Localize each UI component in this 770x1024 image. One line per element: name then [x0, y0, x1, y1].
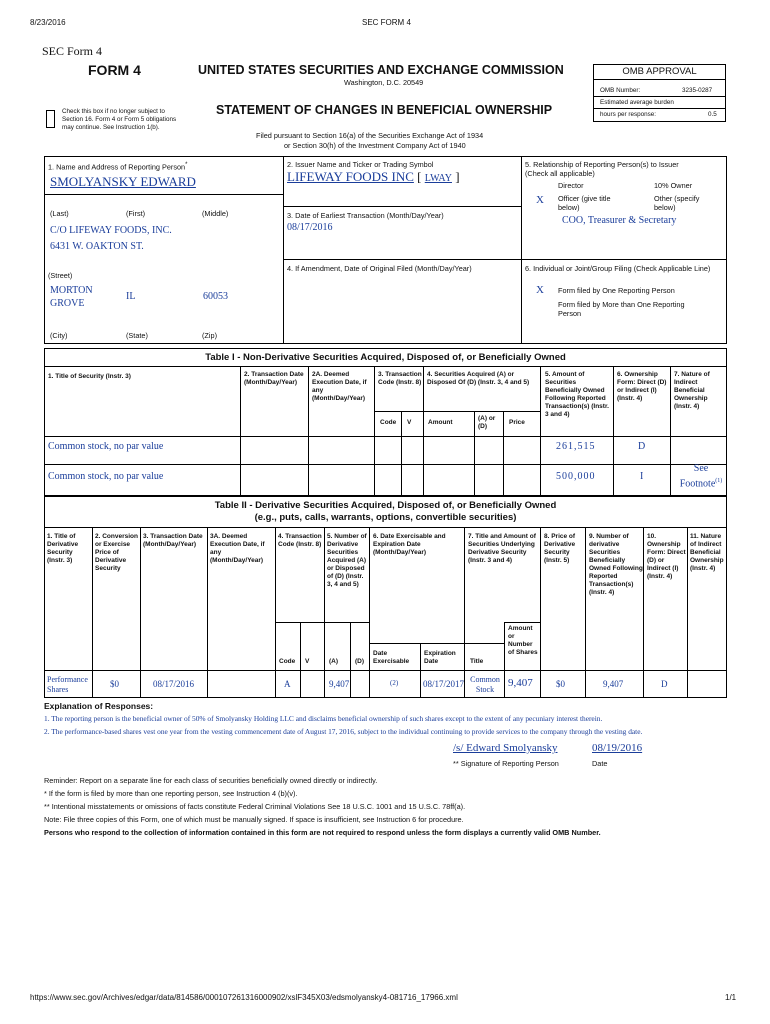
t1-col-deemed: 2A. Deemed Execution Date, if any (Month/Day/Year) — [312, 371, 367, 402]
zip-label: (Zip) — [202, 331, 217, 340]
director-option[interactable]: Director — [558, 181, 584, 190]
address-line-1: C/O LIFEWAY FOODS, INC. — [50, 225, 172, 236]
t1-col-acquired: 4. Securities Acquired (A) or Disposed Of (D) (Instr. 3, 4 and 5) — [427, 371, 530, 386]
officer-check-mark: X — [536, 194, 544, 206]
t2-row-exp: 08/17/2017 — [423, 679, 465, 689]
one-person-check-mark: X — [536, 284, 544, 296]
t2-row-underlying-amount: 9,407 — [508, 677, 533, 689]
state-value: IL — [126, 291, 136, 302]
relationship-label: 5. Relationship of Reporting Person(s) to Issuer (Check all applicable) — [525, 160, 679, 178]
earliest-date-label: 3. Date of Earliest Transaction (Month/Day/Year) — [287, 211, 444, 220]
hours-value: 0.5 — [708, 111, 717, 118]
signature-label: ** Signature of Reporting Person — [453, 759, 559, 768]
t1-col-nature: 7. Nature of Indirect Beneficial Ownership (Instr. 4) — [674, 371, 710, 410]
t1-col-title: 1. Title of Security (Instr. 3) — [48, 373, 131, 380]
signature-date: 08/19/2016 — [592, 742, 643, 754]
checkbox-text: Check this box if no longer subject to Section 16. Form 4 or Form 5 obligations may continue. See Instruction 1(b). — [62, 108, 177, 131]
t2-col-price: 8. Price of Derivative Security (Instr. 5) — [544, 533, 576, 564]
city-value: MORTON GROVE — [50, 285, 93, 309]
t1-row1-form: D — [638, 441, 646, 452]
t1-col-form: 6. Ownership Form: Direct (D) or Indirect (I) (Instr. 4) — [617, 371, 667, 402]
form-title: FORM 4 — [88, 62, 141, 78]
signature: /s/ Edward Smolyansky — [453, 742, 558, 754]
filed-line-1: Filed pursuant to Section 16(a) of the Securities Exchange Act of 1934 — [256, 131, 484, 140]
one-person-option[interactable]: Form filed by One Reporting Person — [558, 286, 675, 295]
print-page: 1/1 — [725, 993, 737, 1002]
t2-col-code: 4. Transaction Code (Instr. 8) — [278, 533, 322, 548]
issuer-name[interactable]: LIFEWAY FOODS INC — [287, 169, 414, 184]
t2-row-conversion: $0 — [110, 679, 119, 689]
t2-sub-d: (D) — [355, 658, 365, 665]
t2-col-date: 3. Transaction Date (Month/Day/Year) — [143, 533, 203, 548]
commission-title: UNITED STATES SECURITIES AND EXCHANGE COMMISSION — [198, 63, 564, 77]
officer-option[interactable]: Officer (give title below) — [558, 194, 611, 212]
omb-number-label: OMB Number: — [600, 87, 641, 94]
middle-label: (Middle) — [202, 209, 229, 218]
t2-row-date: 08/17/2016 — [153, 679, 195, 689]
sec-form-label: SEC Form 4 — [42, 44, 103, 58]
t1-sub-v: V — [407, 419, 412, 426]
t2-sub-title: Title — [470, 658, 484, 665]
t2-sub-amount: Amount or Number of Shares — [508, 625, 538, 656]
t2-row-a: 9,407 — [329, 679, 350, 689]
burden-label: Estimated average burden — [600, 99, 674, 106]
omb-number: 3235-0287 — [682, 87, 713, 94]
officer-title: COO, Treasurer & Secretary — [562, 215, 677, 226]
reporter-label: 1. Name and Address of Reporting Person* — [48, 162, 188, 172]
t2-row-form: D — [661, 679, 668, 689]
t2-col-conversion: 2. Conversion or Exercise Price of Derivative Security — [95, 533, 138, 572]
t2-sub-v: V — [305, 658, 310, 665]
t1-col-code: 3. Transaction Code (Instr. 8) — [378, 371, 422, 386]
t2-row-owned: 9,407 — [603, 679, 624, 689]
more-persons-option[interactable]: Form filed by More than One Reporting Person — [558, 300, 685, 318]
t1-sub-code: Code — [380, 419, 397, 426]
t1-row2-title: Common stock, no par value — [48, 471, 164, 482]
hours-label: hours per response: — [600, 111, 657, 118]
other-option[interactable]: Other (specify below) — [654, 194, 700, 212]
t2-row-title: Performance Shares — [47, 675, 88, 694]
statement-title: STATEMENT OF CHANGES IN BENEFICIAL OWNERSHIP — [216, 103, 553, 117]
issuer-name-row: LIFEWAY FOODS INC [ LWAY ] — [287, 169, 460, 184]
no-longer-subject-checkbox[interactable] — [46, 110, 55, 128]
address-line-2: 6431 W. OAKTON ST. — [50, 241, 144, 252]
t2-col-number: 5. Number of Derivative Securities Acquired (A) or Disposed of (D) (Instr. 3, 4 and 5) — [327, 533, 367, 588]
t2-col-deemed: 3A. Deemed Execution Date, if any (Month/Day/Year) — [210, 533, 265, 564]
t1-sub-price: Price — [509, 419, 525, 426]
group-filing-label: 6. Individual or Joint/Group Filing (Check Applicable Line) — [525, 264, 711, 273]
t2-row-date-ex: (2) — [390, 679, 399, 687]
t1-row2-nature: See Footnote$^{(1)}$ — [679, 463, 723, 490]
omb-title: OMB APPROVAL — [594, 65, 725, 80]
explanation-label: Explanation of Responses: — [44, 701, 154, 711]
t2-col-title: 1. Title of Derivative Security (Instr. 3) — [47, 533, 79, 564]
t1-sub-ad: (A) or (D) — [478, 415, 496, 430]
amendment-label: 4. If Amendment, Date of Original Filed (Month/Day/Year) — [287, 264, 472, 273]
t2-row-code: A — [284, 679, 291, 689]
t1-row1-owned: 261,515 — [556, 441, 596, 452]
street-label: (Street) — [48, 271, 73, 280]
t2-col-owned: 9. Number of derivative Securities Beneficially Owned Following Reported Transaction(s) (Instr. 4) — [589, 533, 643, 596]
last-label: (Last) — [50, 209, 69, 218]
earliest-date: 08/17/2016 — [287, 222, 333, 233]
reporter-name[interactable]: SMOLYANSKY EDWARD — [50, 174, 196, 189]
t1-row1-title: Common stock, no par value — [48, 441, 164, 452]
t1-sub-amount: Amount — [428, 419, 453, 426]
filed-line-2: or Section 30(h) of the Investment Company Act of 1940 — [284, 141, 466, 150]
t2-sub-exp: Expiration Date — [424, 650, 456, 665]
note-multiple: * If the form is filed by more than one reporting person, see Instruction 4 (b)(v). — [44, 789, 298, 798]
t2-col-underlying: 7. Title and Amount of Securities Underlying Derivative Security (Instr. 3 and 4) — [468, 533, 536, 564]
commission-city: Washington, D.C. 20549 — [344, 78, 424, 87]
state-label: (State) — [126, 331, 148, 340]
t2-col-exercisable: 6. Date Exercisable and Expiration Date (Month/Day/Year) — [373, 533, 446, 556]
table1-title: Table I - Non-Derivative Securities Acquired, Disposed of, or Beneficially Owned — [205, 352, 566, 363]
print-title: SEC FORM 4 — [362, 18, 411, 27]
t2-sub-date-ex: Date Exercisable — [373, 650, 410, 665]
print-url: https://www.sec.gov/Archives/edgar/data/814586/000107261316000902/xslF345X03/edsmolyansky4-081716_17966.xml — [30, 993, 458, 1002]
t2-col-form: 10. Ownership Form: Direct (D) or Indirect (I) (Instr. 4) — [647, 533, 686, 580]
t2-sub-a: (A) — [329, 658, 339, 665]
first-label: (First) — [126, 209, 146, 218]
print-date: 8/23/2016 — [30, 18, 66, 27]
table2-title: Table II - Derivative Securities Acquired, Disposed of, or Beneficially Owned (e.g., puts, calls, warrants, options, convertible securities) — [214, 500, 557, 523]
t1-row2-form: I — [640, 471, 644, 482]
explanation-1: 1. The reporting person is the beneficial owner of 50% of Smolyansky Holding LLC and disclaims beneficial ownership of such shares except to the extent of any pecuniary interest therein. — [44, 714, 603, 723]
ten-percent-owner-option[interactable]: 10% Owner — [654, 181, 693, 190]
note-misstatements: ** Intentional misstatements or omissions of facts constitute Federal Criminal Violations See 18 U.S.C. 1001 and 15 U.S.C. 78ff(a). — [44, 802, 466, 811]
issuer-ticker[interactable]: LWAY — [424, 173, 452, 184]
t2-sub-code: Code — [279, 658, 296, 665]
t2-row-price: $0 — [556, 679, 565, 689]
explanation-2: 2. The performance-based shares vest one year from the vesting commencement date of August 17, 2016, subject to the individual continuing to provide services to the company through the vesting date. — [44, 727, 643, 736]
note-reminder: Reminder: Report on a separate line for each class of securities beneficially owned directly or indirectly. — [44, 776, 378, 785]
t2-row-underlying-title: Common Stock — [470, 675, 500, 694]
t1-col-date: 2. Transaction Date (Month/Day/Year) — [244, 371, 304, 386]
city-label: (City) — [50, 331, 68, 340]
issuer-label: 2. Issuer Name and Ticker or Trading Symbol — [287, 160, 434, 169]
t2-col-nature: 11. Nature of Indirect Beneficial Ownership (Instr. 4) — [690, 533, 724, 572]
note-omb: Persons who respond to the collection of information contained in this form are not required to respond unless the form displays a currently valid OMB Number. — [44, 828, 601, 837]
note-copies: Note: File three copies of this Form, one of which must be manually signed. If space is insufficient, see Instruction 6 for procedure. — [44, 815, 464, 824]
zip-value: 60053 — [203, 291, 228, 302]
date-label: Date — [592, 759, 608, 768]
t1-col-owned: 5. Amount of Securities Beneficially Owned Following Reported Transaction(s) (Instr. 3 and 4) — [545, 371, 609, 418]
t1-row2-owned: 500,000 — [556, 471, 596, 482]
